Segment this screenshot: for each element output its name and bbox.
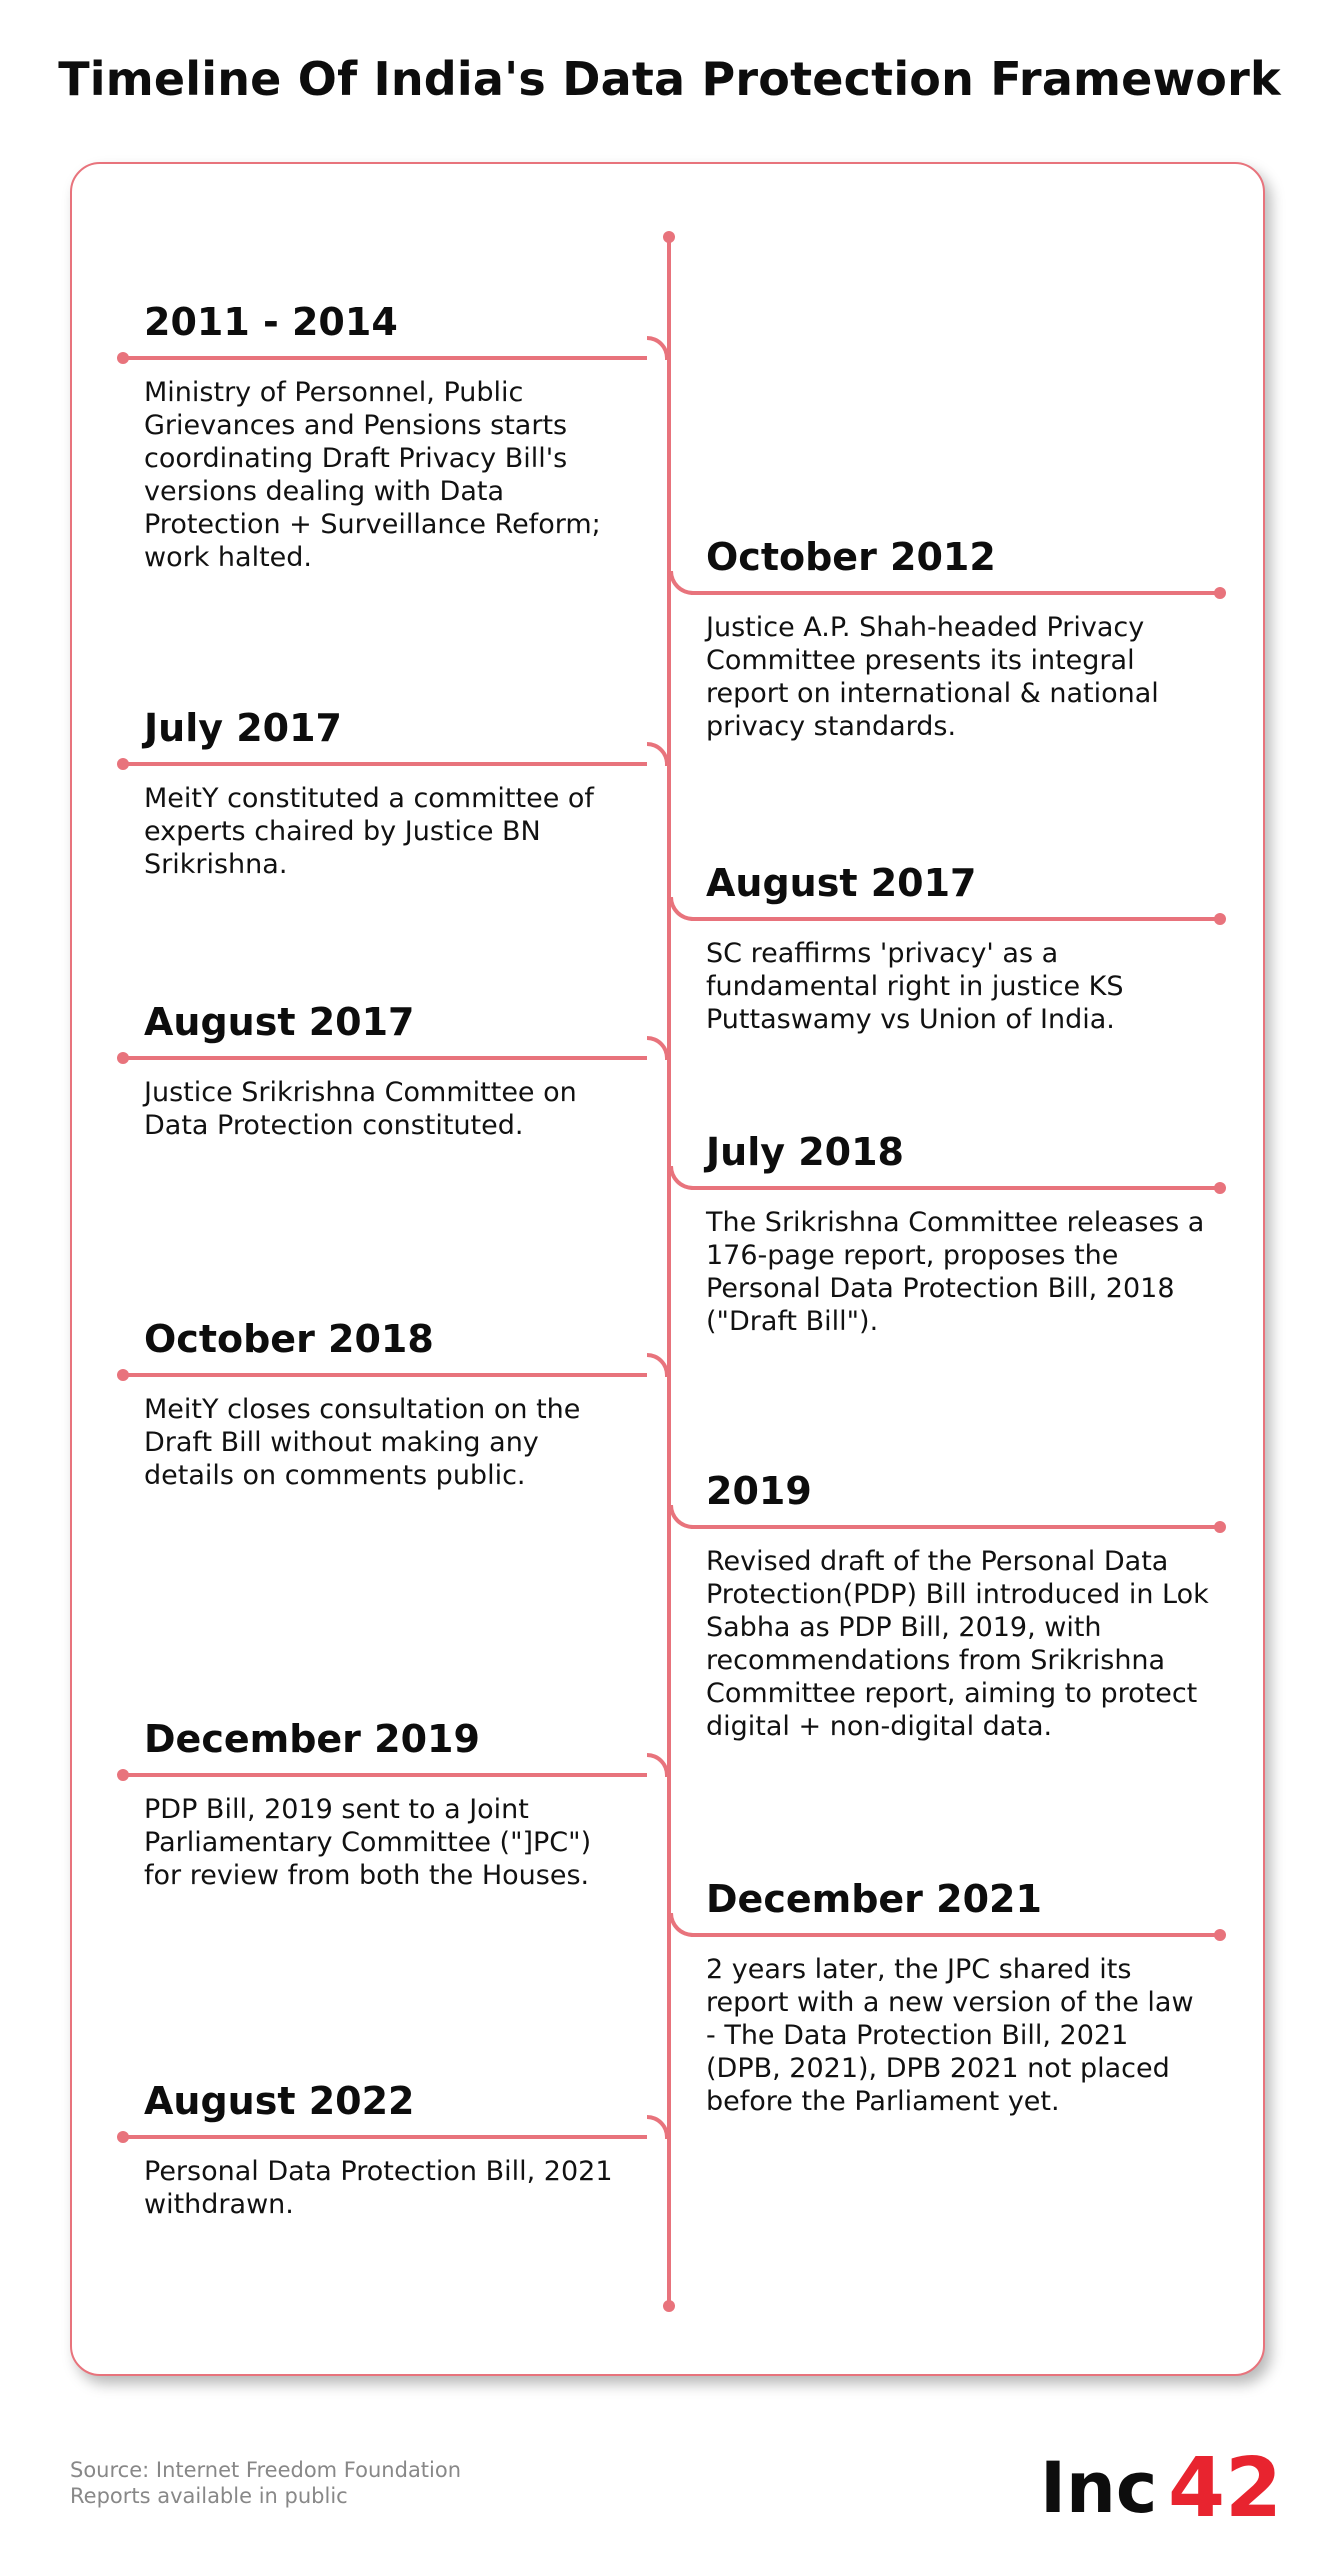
event-date: 2019 bbox=[706, 1469, 812, 1513]
event-connector-line bbox=[122, 762, 647, 766]
timeline-axis bbox=[667, 236, 671, 2310]
event-date: October 2012 bbox=[706, 535, 996, 579]
inc42-logo bbox=[1040, 2440, 1283, 2536]
event-date: July 2018 bbox=[706, 1130, 904, 1174]
event-description: Revised draft of the Personal Data Protection(PDP) Bill introduced in Lok Sabha as PDP Bill, 2019, with recommendations from Srikrishna Committee report, aiming to protect digital + non-digital data. bbox=[706, 1546, 1209, 1742]
event-date: December 2021 bbox=[706, 1877, 1042, 1921]
svg-text:42: 42 bbox=[1168, 2441, 1283, 2536]
event-description: Justice Srikrishna Committee on Data Protection constituted. bbox=[144, 1077, 577, 1141]
event-date: October 2018 bbox=[144, 1317, 434, 1361]
event-end-dot bbox=[117, 352, 129, 364]
event-connector-line bbox=[691, 591, 1219, 595]
event-end-dot bbox=[117, 1052, 129, 1064]
event-date: August 2017 bbox=[706, 861, 977, 905]
event-end-dot bbox=[1214, 1182, 1226, 1194]
axis-bottom-dot bbox=[663, 2300, 675, 2312]
event-end-dot bbox=[117, 2131, 129, 2143]
event-description: The Srikrishna Committee releases a 176-page report, proposes the Personal Data Protection Bill, 2018 ("Draft Bill"). bbox=[706, 1207, 1205, 1337]
event-end-dot bbox=[1214, 913, 1226, 925]
event-connector-line bbox=[122, 1373, 647, 1377]
svg-text:Inc: Inc bbox=[1040, 2447, 1158, 2529]
event-description: SC reaffirms 'privacy' as a fundamental right in justice KS Puttaswamy vs Union of India. bbox=[706, 938, 1124, 1035]
event-end-dot bbox=[1214, 1521, 1226, 1533]
event-end-dot bbox=[117, 758, 129, 770]
event-description: MeitY constituted a committee of experts chaired by Justice BN Srikrishna. bbox=[144, 783, 594, 880]
event-date: July 2017 bbox=[144, 706, 342, 750]
source-line-2: Reports available in public bbox=[70, 2484, 348, 2508]
event-connector-line bbox=[691, 1933, 1219, 1937]
event-description: Justice A.P. Shah-headed Privacy Committee presents its integral report on international & national privacy standards. bbox=[706, 612, 1159, 742]
event-connector-line bbox=[122, 1056, 647, 1060]
event-date: August 2022 bbox=[144, 2079, 415, 2123]
event-description: PDP Bill, 2019 sent to a Joint Parliamentary Committee ("]PC") for review from both the Houses. bbox=[144, 1794, 592, 1891]
event-connector-line bbox=[691, 1186, 1219, 1190]
axis-top-dot bbox=[663, 231, 675, 243]
event-connector-line bbox=[691, 917, 1219, 921]
event-end-dot bbox=[1214, 1929, 1226, 1941]
source-line-1: Source: Internet Freedom Foundation bbox=[70, 2458, 462, 2482]
event-end-dot bbox=[117, 1369, 129, 1381]
event-date: 2011 - 2014 bbox=[144, 300, 398, 344]
event-description: 2 years later, the JPC shared its report with a new version of the law - The Data Protection Bill, 2021 (DPB, 2021), DPB 2021 not placed before the Parliament yet. bbox=[706, 1954, 1194, 2117]
source-note bbox=[70, 2457, 461, 2509]
page-title: Timeline Of India's Data Protection Framework bbox=[58, 52, 1281, 106]
event-connector-line bbox=[122, 356, 647, 360]
event-end-dot bbox=[1214, 587, 1226, 599]
event-description: Ministry of Personnel, Public Grievances and Pensions starts coordinating Draft Privacy Bill's versions dealing with Data Protection + Surveillance Reform; work halted. bbox=[144, 377, 601, 573]
event-connector-line bbox=[122, 1773, 647, 1777]
event-connector-line bbox=[691, 1525, 1219, 1529]
event-date: August 2017 bbox=[144, 1000, 415, 1044]
event-description: Personal Data Protection Bill, 2021 withdrawn. bbox=[144, 2156, 613, 2220]
event-connector-line bbox=[122, 2135, 647, 2139]
event-date: December 2019 bbox=[144, 1717, 480, 1761]
event-description: MeitY closes consultation on the Draft Bill without making any details on comments public. bbox=[144, 1394, 581, 1491]
event-end-dot bbox=[117, 1769, 129, 1781]
